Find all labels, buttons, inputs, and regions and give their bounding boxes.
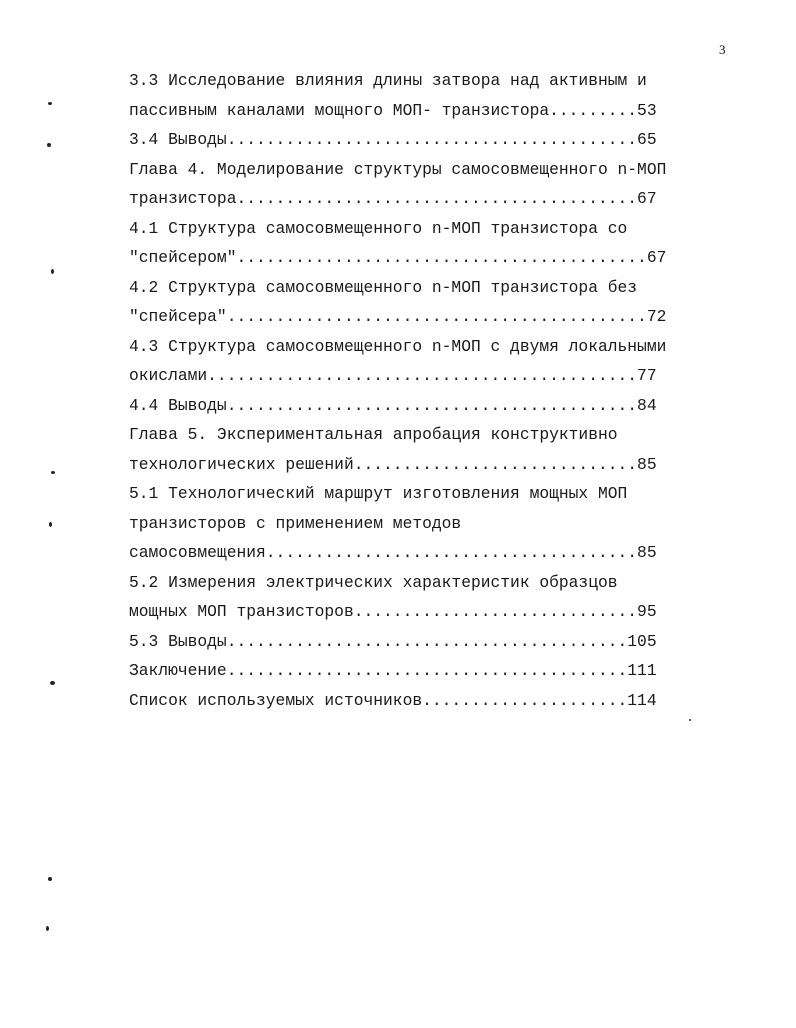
toc-line: окислами............................................77 <box>129 366 657 385</box>
toc-line: 5.3 Выводы.........................................105 <box>129 631 657 651</box>
toc-line: пассивным каналами мощного МОП- транзистора.........53 <box>129 100 657 120</box>
toc-line: Глава 5. Экспериментальная апробация конструктивно <box>129 425 618 444</box>
scan-speck <box>49 522 52 527</box>
toc-line: Глава 4. Моделирование структуры самосовмещенного n-МОП <box>129 159 667 179</box>
toc-line: 4.4 Выводы..........................................84 <box>129 395 657 415</box>
toc-line: самосовмещения......................................85 <box>129 543 657 562</box>
toc-line: "спейсером"..........................................67 <box>129 248 667 267</box>
scan-speck <box>689 719 691 721</box>
toc-line: 3.3 Исследование влияния длины затвора над активным и <box>129 71 647 90</box>
toc-line: 4.1 Структура самосовмещенного n-МОП транзистора со <box>129 218 628 238</box>
toc-line: транзисторов с применением методов <box>129 513 462 533</box>
toc-line: 5.1 Технологический маршрут изготовления мощных МОП <box>129 484 628 503</box>
scan-speck <box>50 681 55 685</box>
scan-speck <box>51 471 55 474</box>
scan-speck <box>46 926 49 931</box>
table-of-contents <box>129 66 729 715</box>
scan-speck <box>51 269 54 274</box>
toc-line: 4.3 Структура самосовмещенного n-МОП с двумя локальными <box>129 336 667 356</box>
toc-line: технологических решений.............................85 <box>129 454 657 474</box>
scan-speck <box>48 102 52 105</box>
toc-line: Список используемых источников.....................114 <box>129 690 657 710</box>
page-number: 3 <box>719 42 726 57</box>
toc-line: транзистора.........................................67 <box>129 189 657 208</box>
toc-line: мощных МОП транзисторов.............................95 <box>129 602 657 621</box>
scan-speck <box>47 143 51 147</box>
toc-line: 4.2 Структура самосовмещенного n-МОП транзистора без <box>129 277 638 297</box>
toc-line: "спейсера"...........................................72 <box>129 307 667 326</box>
toc-line: 3.4 Выводы..........................................65 <box>129 130 657 149</box>
scan-speck <box>48 877 52 881</box>
toc-line: 5.2 Измерения электрических характеристик образцов <box>129 572 618 592</box>
toc-line: Заключение.........................................111 <box>129 661 657 680</box>
